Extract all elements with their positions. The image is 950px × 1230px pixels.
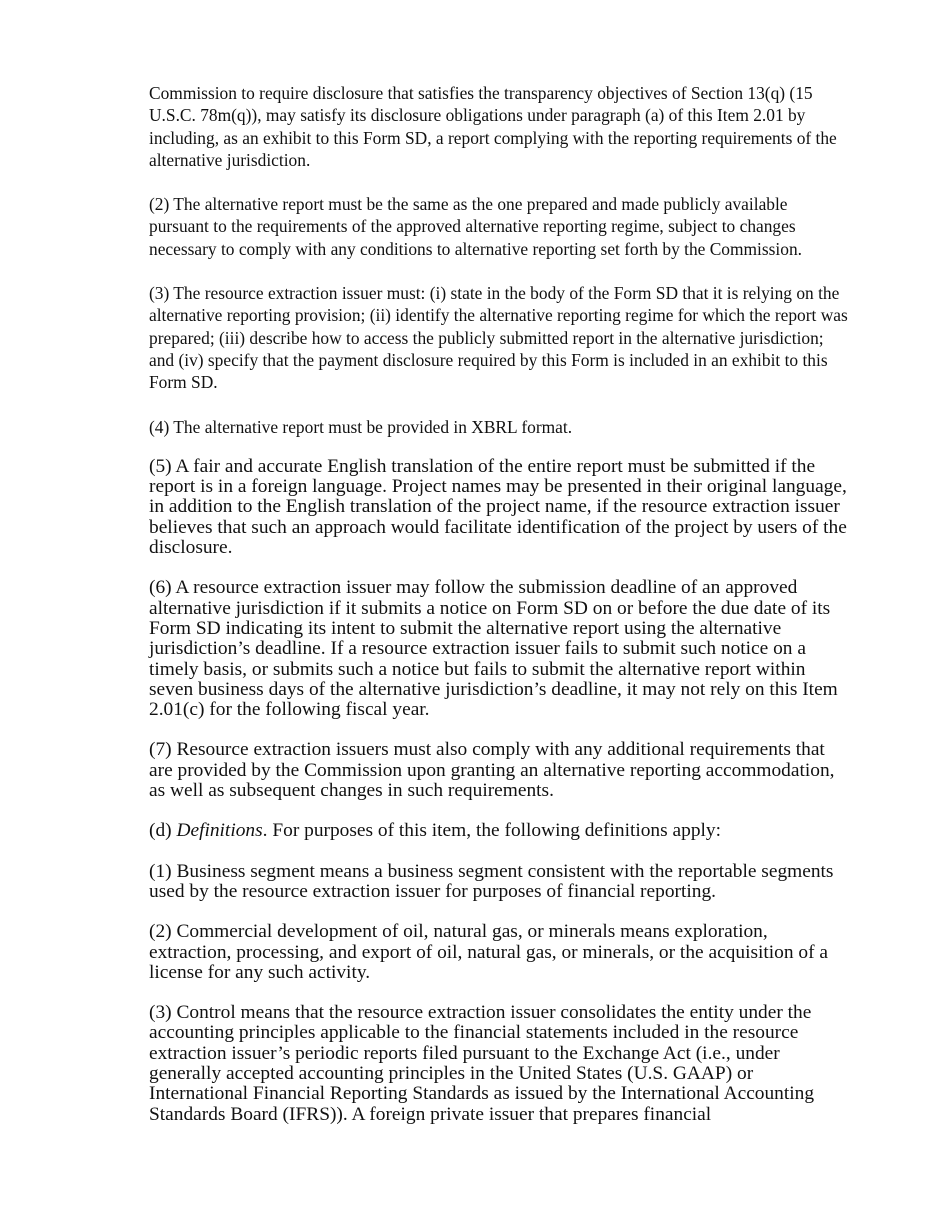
definitions-heading: Definitions	[176, 820, 263, 842]
paragraph-d-definitions	[149, 821, 849, 841]
paragraph-c2: (2) The alternative report must be the same as the one prepared and made publicly available pursuant to the requirements of the approved alternative reporting regime, subject to changes necessary to comply with any conditions to alternative reporting set forth by the Commission.	[149, 194, 802, 259]
paragraph-d2: (2) Commercial development of oil, natural gas, or minerals means exploration, extraction, processing, and export of oil, natural gas, or minerals, or the acquisition of a license for any such activity.	[149, 921, 829, 983]
definitions-suffix: . For purposes of this item, the following definitions apply:	[262, 820, 721, 842]
paragraph-c6: (6) A resource extraction issuer may follow the submission deadline of an approved alternative jurisdiction if it submits a notice on Form SD on or before the due date of its Form SD indicating its intent to submit the alternative report using the alternative jurisdiction’s deadline. If a resource extraction issuer fails to submit such notice on a timely basis, or submits such a notice but fails to submit the alternative report within seven business days of the alternative jurisdiction’s deadline, it may not rely on this Item 2.01(c) for the following fiscal year.	[149, 577, 838, 721]
definitions-prefix: (d)	[149, 820, 177, 842]
paragraph-c3: (3) The resource extraction issuer must: (i) state in the body of the Form SD that it is relying on the alternative reporting provision; (ii) identify the alternative reporting regime for which the report was prepared; (iii) describe how to access the publicly submitted report in the alternative jurisdiction; and (iv) specify that the payment disclosure required by this Form is included in an exhibit to this Form SD.	[149, 283, 848, 393]
paragraph-c7: (7) Resource extraction issuers must also comply with any additional requirements that are provided by the Commission upon granting an alternative reporting accommodation, as well as subsequent changes in such requirements.	[149, 739, 835, 802]
paragraph-d3: (3) Control means that the resource extraction issuer consolidates the entity under the accounting principles applicable to the financial statements included in the resource extraction issuer’s periodic reports filed pursuant to the Exchange Act (i.e., under generally accepted accounting principles in the United States (U.S. GAAP) or International Financial Reporting Standards as issued by the International Accounting Standards Board (IFRS)). A foreign private issuer that prepares financial	[149, 1002, 815, 1125]
paragraph-c5: (5) A fair and accurate English translation of the entire report must be submitted if the report is in a foreign language. Project names may be presented in their original language, in addition to the English translation of the project name, if the resource extraction issuer believes that such an approach would facilitate identification of the project by users of the disclosure.	[149, 455, 847, 559]
paragraph-c4: (4) The alternative report must be provided in XBRL format.	[149, 416, 573, 437]
paragraph-c1-continuation: Commission to require disclosure that satisfies the transparency objectives of Section 13(q) (15 U.S.C. 78m(q)), may satisfy its disclosure obligations under paragraph (a) of this Item 2.01 by including, as an exhibit to this Form SD, a report complying with the reporting requirements of the alternative jurisdiction.	[149, 83, 837, 170]
document-page	[149, 82, 849, 1125]
paragraph-d1: (1) Business segment means a business segment consistent with the reportable segments used by the resource extraction issuer for purposes of financial reporting.	[149, 860, 834, 902]
